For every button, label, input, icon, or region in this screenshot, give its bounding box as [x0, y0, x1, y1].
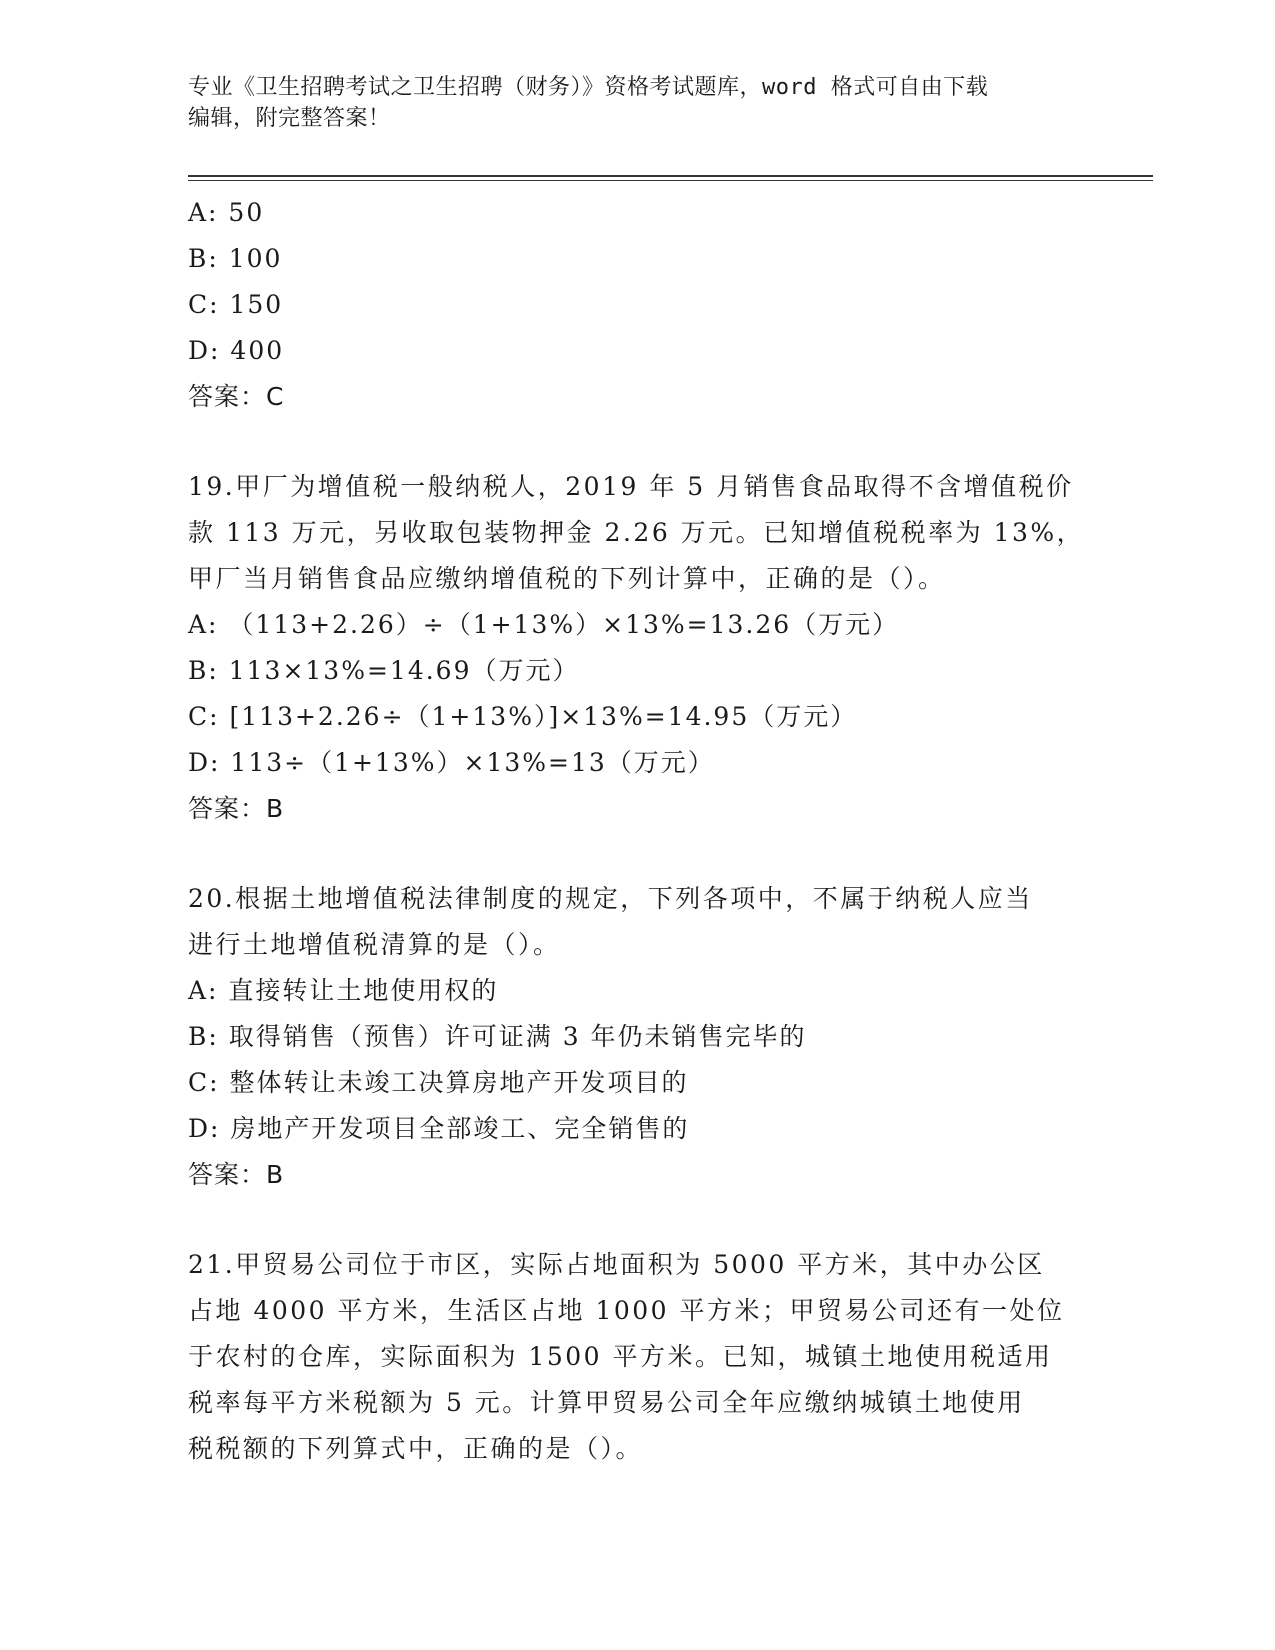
- option-a: A: （113+2.26）÷（1+13%）×13%=13.26（万元）: [188, 610, 900, 639]
- document-body: [188, 190, 1108, 1472]
- question-text-line: 税率每平方米税额为 5 元。计算甲贸易公司全年应缴纳城镇土地使用: [188, 1388, 1025, 1417]
- header-line-2: 编辑，附完整答案！: [188, 106, 391, 131]
- question-21: [188, 1242, 1108, 1472]
- question-text-line: 于农村的仓库，实际面积为 1500 平方米。已知，城镇土地使用税适用: [188, 1342, 1053, 1371]
- question-text-line: 21.甲贸易公司位于市区，实际占地面积为 5000 平方米，其中办公区: [188, 1250, 1045, 1279]
- option-d: D: 房地产开发项目全部竣工、完全销售的: [188, 1114, 690, 1143]
- option-c: C: 整体转让未竣工决算房地产开发项目的: [188, 1068, 689, 1097]
- document-header: [188, 72, 1088, 134]
- question-text-line: 进行土地增值税清算的是（）。: [188, 930, 561, 959]
- option-c: C: [113+2.26÷（1+13%）]×13%=14.95（万元）: [188, 702, 858, 731]
- question-20: [188, 876, 1108, 1198]
- option-c: C: 150: [188, 290, 284, 319]
- answer: 答案：B: [188, 1160, 285, 1189]
- option-b: B: 取得销售（预售）许可证满 3 年仍未销售完毕的: [188, 1022, 807, 1051]
- option-d: D: 400: [188, 336, 285, 365]
- question-18: [188, 190, 1108, 420]
- question-text-line: 19.甲厂为增值税一般纳税人，2019 年 5 月销售食品取得不含增值税价: [188, 472, 1074, 501]
- option-a: A: 50: [188, 198, 265, 227]
- option-b: B: 113×13%=14.69（万元）: [188, 656, 580, 685]
- question-19: [188, 464, 1108, 832]
- answer: 答案：B: [188, 794, 285, 823]
- question-text-line: 20.根据土地增值税法律制度的规定，下列各项中，不属于纳税人应当: [188, 884, 1033, 913]
- option-d: D: 113÷（1+13%）×13%=13（万元）: [188, 748, 715, 777]
- question-text-line: 占地 4000 平方米，生活区占地 1000 平方米；甲贸易公司还有一处位: [188, 1296, 1065, 1325]
- question-text-line: 款 113 万元，另收取包装物押金 2.26 万元。已知增值税税率为 13%，: [188, 518, 1085, 547]
- header-rule-thick: [188, 175, 1153, 177]
- answer: 答案：C: [188, 382, 285, 411]
- question-text-line: 税税额的下列算式中，正确的是（）。: [188, 1434, 644, 1463]
- header-rule-thin: [188, 180, 1153, 181]
- question-text-line: 甲厂当月销售食品应缴纳增值税的下列计算中，正确的是（）。: [188, 564, 946, 593]
- option-b: B: 100: [188, 244, 283, 273]
- header-line-1: 专业《卫生招聘考试之卫生招聘（财务）》资格考试题库，word 格式可自由下载: [188, 75, 989, 100]
- option-a: A: 直接转让土地使用权的: [188, 976, 499, 1005]
